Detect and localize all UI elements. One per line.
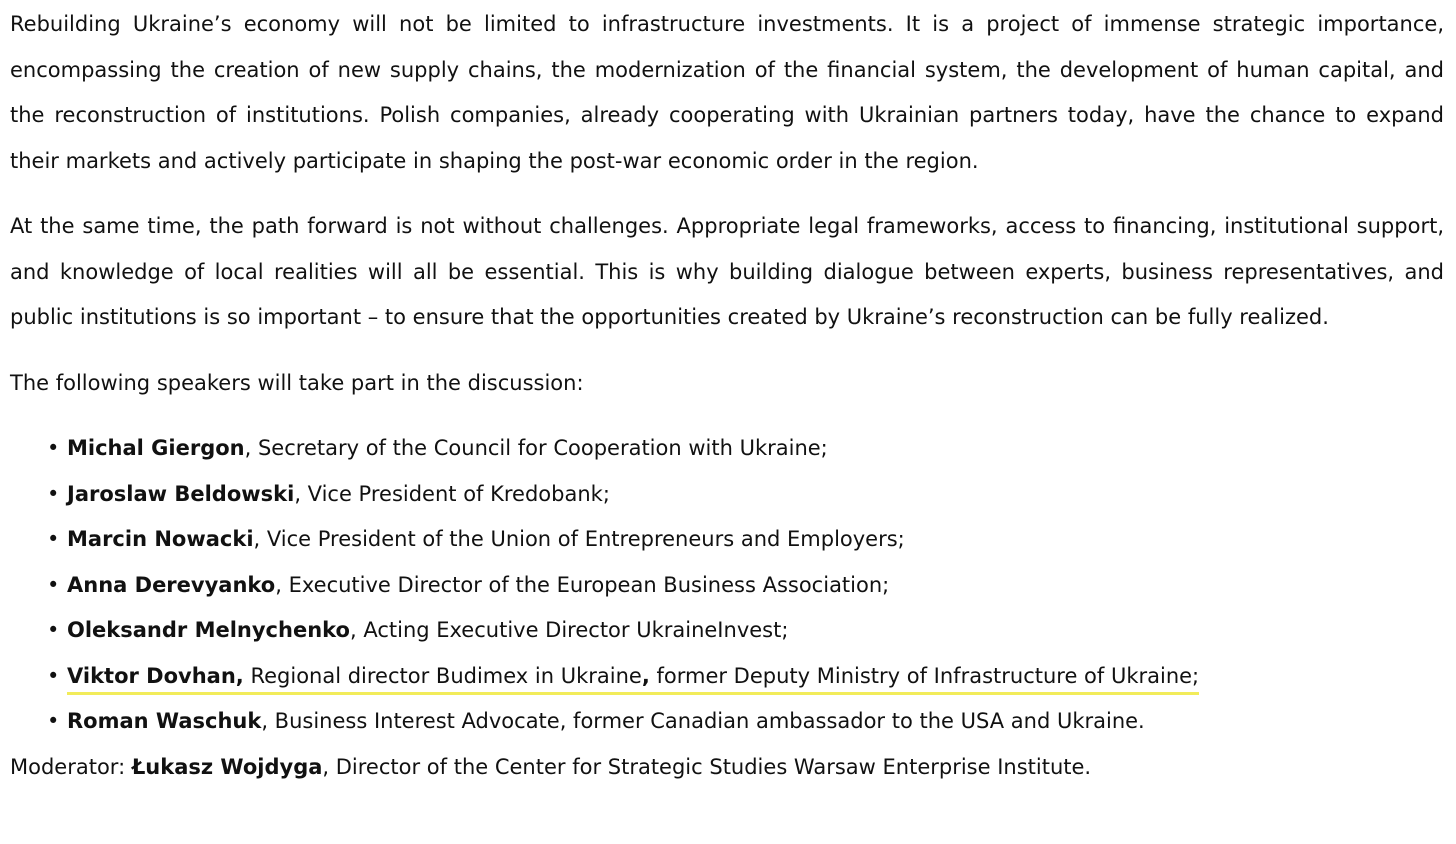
bullet-icon: • [47,709,60,733]
speakers-list [10,426,1444,745]
bullet-icon: • [47,663,60,688]
moderator-label: Moderator: [10,754,132,779]
bullet-icon: • [47,572,60,597]
speaker-name: Roman Waschuk [67,709,262,733]
speaker-name: Michal Giergon [67,436,245,460]
list-item-speaker [10,472,1444,518]
paragraph-challenges: At the same time, the path forward is not without challenges. Appropriate legal frameworks, access to financing, institutional support, and knowledge of local realities will all be essential. This is why building dialogue between experts, business representatives, and public institutions is so important – to ensure that the opportunities created by Ukraine’s reconstruction can be fully realized. [10,214,1444,329]
speaker-name: Jaroslaw Beldowski [67,481,295,506]
speaker-role-former: former Deputy Ministry of Infrastructure of Ukraine; [649,663,1200,688]
moderator-line [10,745,1444,791]
list-item-speaker [10,517,1444,563]
speaker-name: Viktor Dovhan, [67,663,244,688]
speaker-role: , Vice President of Kredobank; [294,481,610,506]
bullet-icon: • [47,436,60,460]
speaker-role-separator: , [641,663,650,688]
list-item-speaker [10,563,1444,609]
moderator-role: , Director of the Center for Strategic Studies Warsaw Enterprise Institute. [322,754,1092,779]
paragraph-speakers-intro: The following speakers will take part in the discussion: [10,370,584,395]
speaker-role: , Acting Executive Director UkraineInvest; [349,618,789,642]
speaker-role: , Executive Director of the European Business Association; [275,572,890,597]
speaker-role: , Secretary of the Council for Cooperation with Ukraine; [244,436,828,460]
speaker-role: , Business Interest Advocate, former Canadian ambassador to the USA and Ukraine. [261,709,1145,733]
speaker-role: Regional director Budimex in Ukraine [243,663,642,688]
bullet-icon: • [47,481,60,506]
speaker-role: , Vice President of the Union of Entrepreneurs and Employers; [253,527,905,551]
list-item-speaker [10,608,1444,654]
speaker-name: Oleksandr Melnychenko [67,618,350,642]
highlight-underline [67,664,1199,695]
moderator-name: Łukasz Wojdyga [131,754,323,779]
list-item-speaker [10,699,1444,745]
paragraph-reconstruction-strategy: Rebuilding Ukraine’s economy will not be limited to infrastructure investments. It is a project of immense strategic importance, encompassing the creation of new supply chains, the modernization of the financial system, the development of human capital, and the reconstruction of institutions. Polish companies, already cooperating with Ukrainian partners today, have the chance to expand their markets and actively participate in shaping the post-war economic order in the region. [10,12,1444,173]
list-item-speaker [10,426,1444,472]
speaker-name: Marcin Nowacki [67,527,254,551]
bullet-icon: • [47,527,60,551]
speaker-name: Anna Derevyanko [67,572,276,597]
list-item-speaker-highlighted [10,654,1444,700]
bullet-icon: • [47,618,60,642]
